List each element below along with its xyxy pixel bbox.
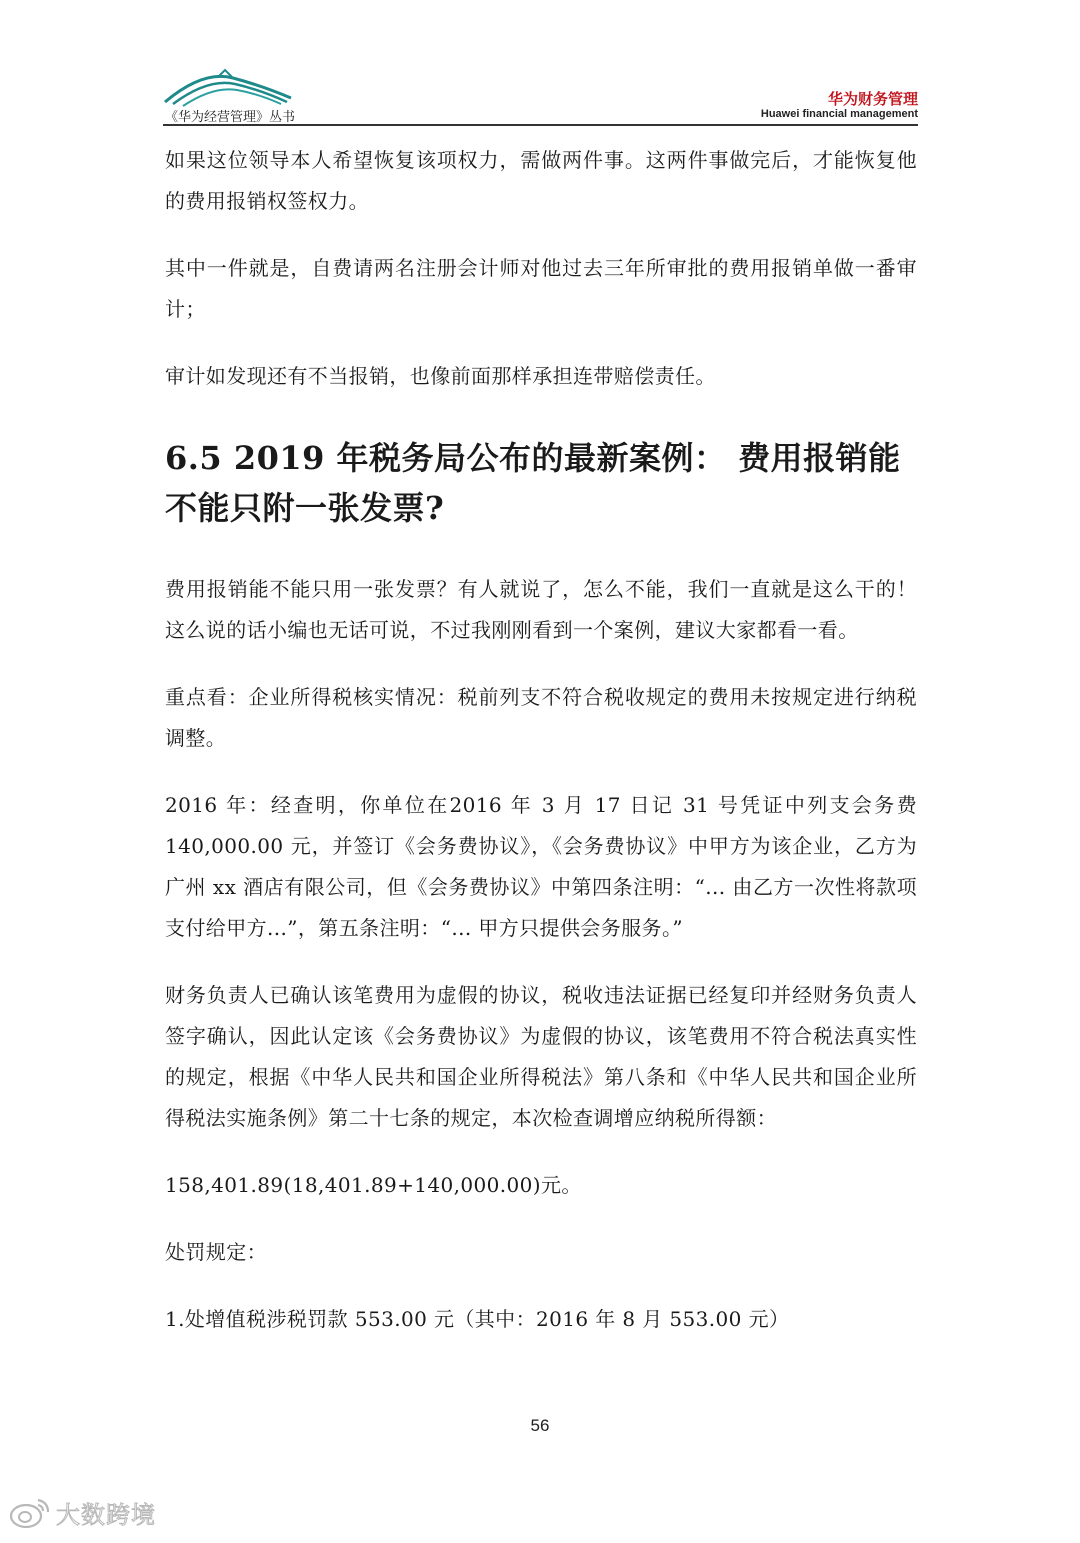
paragraph: 重点看：企业所得税核实情况：税前列支不符合税收规定的费用未按规定进行纳税调整。	[165, 685, 917, 750]
paragraph: 审计如发现还有不当报销，也像前面那样承担连带赔偿责任。	[165, 364, 716, 388]
paragraph: 如果这位领导本人希望恢复该项权力，需做两件事。这两件事做完后，才能恢复他的费用报销权签权力。	[165, 148, 917, 213]
paragraph: 158,401.89(18,401.89+140,000.00)元。	[165, 1173, 582, 1197]
page-number: 56	[530, 1416, 550, 1435]
paragraph: 1.处增值税涉税罚款 553.00 元（其中：2016 年 8 月 553.00 元）	[165, 1307, 790, 1331]
paragraph: 2016 年：经查明，你单位在2016 年 3 月 17 日记 31 号凭证中列支会务费 140,000.00 元，并签订《会务费协议》，《会务费协议》中甲方为该企业，乙方为广州 xx 酒店有限公司，但《会务费协议》中第四条注明：“... 由乙方一次性将款项支付给甲方...”，第五条注明：“... 甲方只提供会务服务。”	[165, 793, 917, 940]
mountain-wave-logo-icon	[163, 68, 293, 108]
paragraph: 其中一件就是，自费请两名注册会计师对他过去三年所审批的费用报销单做一番审计；	[165, 256, 917, 321]
page-header	[163, 68, 918, 124]
watermark	[8, 1488, 156, 1536]
brand-name-cn: 华为财务管理	[827, 90, 918, 108]
series-title: 《华为经营管理》丛书	[165, 110, 296, 125]
header-divider	[163, 124, 918, 126]
paragraph: 财务负责人已确认该笔费用为虚假的协议，税收违法证据已经复印并经财务负责人签字确认，因此认定该《会务费协议》为虚假的协议，该笔费用不符合税法真实性的规定，根据《中华人民共和国企业所得税法》第八条和《中华人民共和国企业所得税法实施条例》第二十七条的规定，本次检查调增应纳税所得额：	[165, 983, 917, 1130]
section-heading: 6.5 2019 年税务局公布的最新案例： 费用报销能不能只附一张发票?	[165, 439, 901, 527]
paragraph: 处罚规定：	[165, 1240, 267, 1264]
paragraph: 费用报销能不能只用一张发票？有人就说了，怎么不能，我们一直就是这么干的！这么说的话小编也无话可说，不过我刚刚看到一个案例，建议大家都看一看。	[165, 577, 917, 642]
page-content	[165, 140, 917, 1340]
watermark-text: 大数跨境	[56, 1500, 156, 1529]
brand-name-en: Huawei financial management	[760, 108, 918, 120]
weibo-logo-icon	[8, 1494, 52, 1530]
